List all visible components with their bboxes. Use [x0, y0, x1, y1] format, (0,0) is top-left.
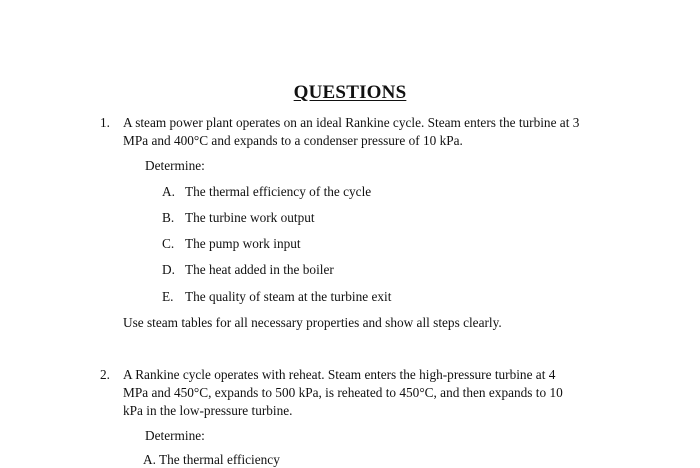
option-letter: D.	[162, 262, 175, 277]
option-item	[162, 236, 301, 252]
question-line: MPa and 400°C and expands to a condenser pressure of 10 kPa.	[123, 133, 463, 148]
page-title: QUESTIONS	[293, 82, 407, 103]
option-letter: E.	[162, 289, 174, 304]
question-line: kPa in the low-pressure turbine.	[123, 403, 293, 418]
option-letter: C.	[162, 236, 175, 251]
option-letter: B.	[162, 210, 175, 225]
question-line: MPa and 450°C, expands to 500 kPa, is reheated to 450°C, and then expands to 10	[123, 385, 563, 400]
partial-option-item: A. The thermal efficiency	[143, 452, 280, 467]
question-text	[123, 366, 603, 420]
option-text: The pump work input	[185, 236, 301, 251]
question-line: A Rankine cycle operates with reheat. Steam enters the high-pressure turbine at 4	[123, 367, 556, 382]
option-text: The quality of steam at the turbine exit	[185, 289, 392, 304]
option-item	[162, 262, 334, 278]
option-text: The heat added in the boiler	[185, 262, 334, 277]
option-text: The thermal efficiency of the cycle	[185, 184, 372, 199]
question-text	[123, 114, 603, 150]
question-number: 2.	[100, 367, 110, 382]
option-item	[162, 184, 371, 200]
question-number: 1.	[100, 115, 110, 130]
determine-label: Determine:	[145, 158, 205, 173]
determine-label: Determine:	[145, 428, 205, 443]
option-item	[162, 210, 315, 226]
option-item	[162, 289, 391, 305]
question-line: A steam power plant operates on an ideal Rankine cycle. Steam enters the turbine at 3	[123, 115, 580, 130]
option-text: The turbine work output	[185, 210, 315, 225]
instruction-note: Use steam tables for all necessary properties and show all steps clearly.	[123, 315, 502, 330]
option-letter: A.	[162, 184, 175, 199]
